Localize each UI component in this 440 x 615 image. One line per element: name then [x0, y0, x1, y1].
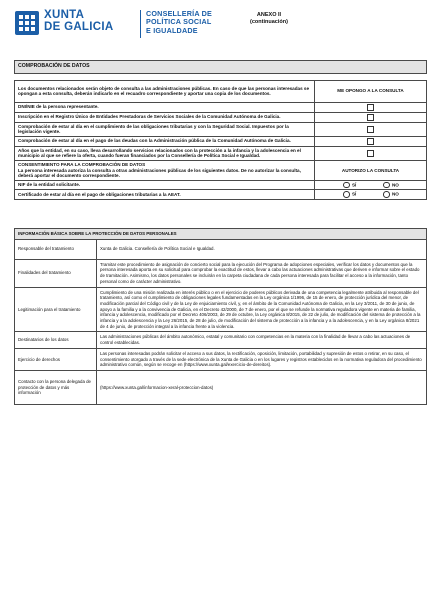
info-text: Cumplimiento de una misión realizada en interés público o en el ejercicio de poderes públicos derivada de una competencia legalmente atribuida al responsable del tratamiento, así como el cumplimiento de obligaciones legales fundamentadas en la Ley orgánica 1/1996, de 15 de enero, de protección jurídica del menor, de modificación parcial del Código civil y de la Ley de enjuiciamiento civil, y, en el ámbito de la Comunidad Autónoma de Galicia, en la Ley 3/2011, de 30 de junio, de apoyo a la familia y a la convivencia de Galicia, en el Decreto 42/2000, de 7 de enero, por el que se refunde la normativa reguladora vigente en materia de familia, infancia y adolescencia, modificado por el Decreto 406/2003, de 29 de octubre, la Ley orgánica 8/2015, de 22 de julio, de modificación del sistema de protección a la infancia y a la adolescencia y la Ley 26/2015, de 28 de julio, de modificación del sistema de protección a la infancia y a la adolescencia, y en la Ley orgánica 8/2021 de 4 de junio, de protección integral a la infancia frente a la violencia.: [97, 287, 427, 332]
oppose-checkbox[interactable]: [367, 138, 374, 145]
info-label: Responsable del tratamiento: [15, 239, 97, 259]
info-label: Destinatarios de los datos: [15, 332, 97, 348]
document-header: [14, 8, 426, 44]
info-label: Finalidades del tratamiento: [15, 259, 97, 287]
info-link[interactable]: (https://www.xunta.gal/informacion-xeral-proteccion-datos): [97, 370, 427, 404]
xunta-logo-icon: [14, 10, 40, 36]
yes-label: SÍ: [351, 191, 357, 197]
verification-row: DNI/NIE de la persona representante.: [15, 102, 315, 112]
verification-row: Comprobación de estar al día en el pago de las deudas con la Administración pública de la Comunidad Autónoma de Galicia.: [15, 136, 315, 146]
logo-divider: [140, 10, 141, 38]
info-label: Contacto con la persona delegada de protección de datos y más información: [15, 370, 97, 404]
no-label: NO: [391, 191, 399, 197]
annex-title: ANEXO II (continuación): [250, 12, 288, 25]
authorize-header: AUTORIZO LA CONSULTA: [315, 160, 427, 180]
info-label: Ejercicio de derechos: [15, 348, 97, 370]
xunta-logo-text: XUNTA DE GALICIA: [44, 9, 114, 33]
info-text: Xunta de Galicia. Consellería de Política Social e Igualdad.: [97, 239, 427, 259]
consent-title: CONSENTIMIENTO PARA LA COMPROBACIÓN DE DATOS: [18, 161, 146, 167]
consent-row: Certificado de estar al día en el pago de obligaciones tributarias a la AEAT.: [15, 190, 315, 200]
data-protection-table: [14, 228, 427, 405]
yes-radio[interactable]: [343, 191, 350, 198]
data-verification-table: [14, 60, 427, 200]
info-text: Las personas interesadas podrán solicitar el acceso a sus datos, la rectificación, oposición, limitación, portabilidad y supresión de estos o retirar, en su caso, el consentimiento otorgado a través de la sede electrónica de la Xunta de Galicia o en los lugares y registros establecidos en la normativa reguladora del procedimiento administrativo común, según se recoge en (https://www.xunta.gal/exercicio-de-dereitos).: [97, 348, 427, 370]
oppose-checkbox[interactable]: [367, 126, 374, 133]
consent-block: [15, 160, 315, 180]
info-text: Tramitar este procedimiento de asignación de concierto social para la ejecución del Programa de adopciones especiales, verificar los datos y documentos que la persona interesada aporta en su solicitud para comprobar la exactitud de estos, llevar a cabo las actuaciones administrativas que deriven e informar sobre el estado de tramitación. Asimismo, los datos personales se incluirán en la carpeta ciudadana de cada persona interesada para facilitar el acceso a la información, tanto personal como de carácter administrativo.: [97, 259, 427, 287]
verification-row: Comprobación de estar al día en el cumplimiento de las obligaciones tributarias y con la Seguridad Social. Impuestos por la legislación vigente.: [15, 122, 315, 136]
verification-row: Años que la entidad, en su caso, lleva desarrollando servicios relacionados con la protección a la infancia y la adolescencia en el municipio al que se refiere la oferta, cuando fueran financiados por la Consellería de Política Social e Igualdad.: [15, 146, 315, 160]
no-radio[interactable]: [383, 182, 390, 189]
info-label: Legitimación para el tratamiento: [15, 287, 97, 332]
no-label: NO: [391, 182, 399, 188]
consent-row: NIF de la entidad solicitante.: [15, 180, 315, 190]
yes-label: SÍ: [351, 182, 357, 188]
oppose-checkbox[interactable]: [367, 114, 374, 121]
verification-intro: Los documentos relacionados serán objeto de consulta a las administraciones públicas. En caso de que las personas interesadas se opongan a esta consulta, deberán indicarlo en el recuadro correspondiente y aportar una copia de los documentos.: [15, 80, 315, 102]
no-radio[interactable]: [383, 191, 390, 198]
consent-text: La persona interesada autoriza la consulta a otras administraciones públicas de los siguientes datos. De no autorizar la consulta, deberá aportar el documento correspondiente.: [18, 167, 301, 179]
oppose-header: ME OPONGO A LA CONSULTA: [315, 80, 427, 102]
info-text: Las administraciones públicas del ámbito autonómico, estatal y comunitario con competencias en la materia con la finalidad de llevar a cabo las actuaciones de control establecidas.: [97, 332, 427, 348]
oppose-checkbox[interactable]: [367, 104, 374, 111]
yes-radio[interactable]: [343, 182, 350, 189]
section-title: INFORMACIÓN BÁSICA SOBRE LA PROTECCIÓN DE DATOS PERSONALES: [15, 229, 427, 240]
oppose-checkbox[interactable]: [367, 150, 374, 157]
department-name: CONSELLERÍA DE POLÍTICA SOCIAL E IGUALDADE: [146, 9, 213, 35]
verification-row: Inscripción en el Registro Único de Entidades Prestadoras de Servicios Sociales de la Comunidad Autónoma de Galicia.: [15, 112, 315, 122]
section-title: COMPROBACIÓN DE DATOS: [15, 61, 427, 74]
